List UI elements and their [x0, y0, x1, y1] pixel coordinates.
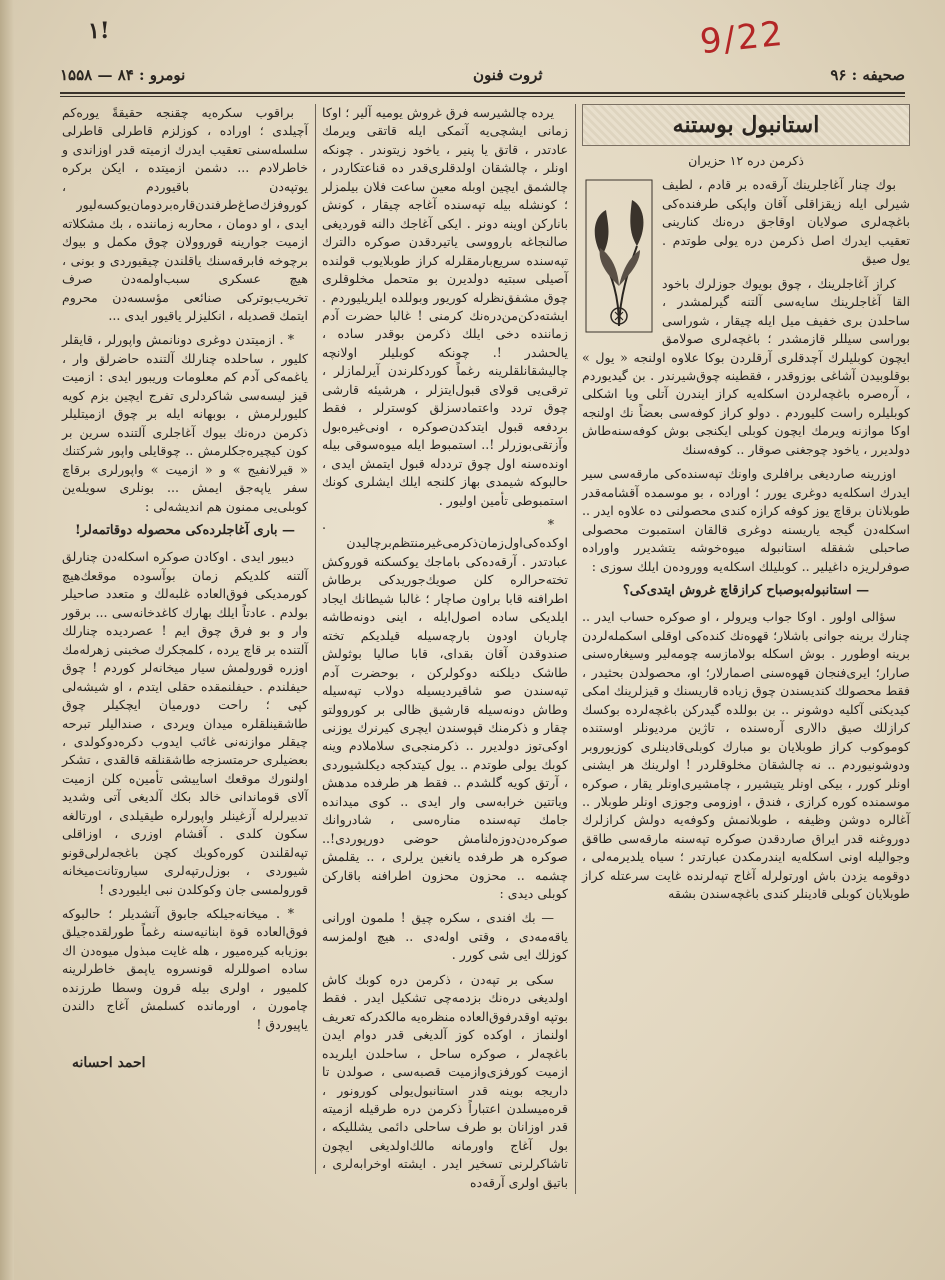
publication-title: ثروت فنون	[473, 66, 543, 84]
column-divider	[575, 104, 576, 1194]
paragraph-8: براقوب سکره‌یه چقنجه حقیقةً یوره‌کم آچیلدی ؛ اورادە ، کوزلزم قاطرلی قاطرلی سلسله‌سنی تعقیب ایدرك ازمیته قدر اوزاندی و خاطرلادم ... دشمن ازمیتده ، ایکن بركره یوتپه‌دن باقیوردم ، کوروفزك‌صاغ‌طرفندن‌قاره‌بردومان‌یوکسه‌لیور ایدی ، او دومان ، محاربه زماننده ، بك مشکلاته ازمیت جوارینه قوروولان چوق مکمل و بیوك برچوخه فابرقه‌سنك یاقلندن چیقیوردی و بونی ، هیچ عسکری سبب‌اولمه‌دن صرف تخریب‌بوترکی صنائعی مؤسسەدن محروم ایتمك قصدیله ، انكلیزلر یاقیور ایدی ...	[62, 105, 308, 323]
dateline: ذکرمن دره ۱۲ حزیران	[688, 153, 804, 168]
paragraph-3: اوزرینه صاردیغی برافلری واونك تپه‌سنده‌کی مارقه‌سی سیر ایدرك اسکله‌یه دوغری یورر ؛ اورادە ، بو موسمده آقشامه‌قدر طوبلانان برقاچ یوز کوفه کرازه کندی محصولنی ده علاوه ایدر .. اسکله‌دن گیجه یاریسنه دوغری قالقان استمبوت محصولی صاحبلی شفقله استانبوله میوه‌خوشه یتشدیرر واوراده صوفرلریزه داغیلیر .. کوبلیلك اسکله‌یه ووروده‌ن ایلك سوزی :	[582, 466, 910, 574]
paragraph-2: كراز آغاجلرینك ، چوق بویوك جوزلرك باخود القا آغاجلرینك سایه‌سی آلتنه گیرلمشدر ، ساحلدن بری خفیف میل ایله چیقار ، شوراسی بوراسی سیللر قازمشدر ؛ باغچه‌لری صولامق ایچون کوبلیلرك آچدقلری آرقلردن بوکا علاوه اولنجه « یول » بوقلوبیدن آشاغی بوزوقدر ، فقطینه چوق‌شیرندر . بن گیدیوردم ، آرەصره باغچه‌لردن اسکله‌یه کراز ایندرن آتلی ویا اشکلی کوبلیلره راست کلیوردم . دولو کراز کوفه‌سی بعضاً نك اولنجه اوكا موازنه ویرمك ایچون کوبلی ایکنجی بوش کوفه‌سنه‌طاش دولدیرر ، یاخود چوجغنی صوقار .. کوفه‌سنك	[582, 275, 910, 457]
paragraph-11: * . میخانه‌جیلکه جابوق آتشدیلر ؛ حالبوکه فوق‌العادە قوة ابنانیه‌سنه رغماً طورلقده‌جیلق بوزیابه کیرەمیور ، هله غایت مبذول میوه‌دن اك ساده‌ اصوللرله قونسروه یاپمق خاطرلرینه کلمیور ، اولری بیله قرون وسطا طرزنده چامورن ، اورمانده کسلمش آغاج دالندن یاپیوردق !	[62, 906, 308, 1032]
paragraph-10: دیبور ایدی . اوکادن صوکره اسکله‌دن چنارلق آلتنه کلدیکم زمان بوآسوده موقعك‌هیچ کورمدیکی فوق‌العاده غلبه‌لك و متعدد صاحیلر بولدم . عادتاً ایلك بهارك کاغدخانه‌سی ... برقور وار و بو فرق چوق ایم ! عصردیده چنارلك آلتنده بر قاچ یرده ، کلمجکرك صخبنی زهرلەمك اوزره قورولمش سیار میخانەلر کوردم ! چوق حیفلندم . حیفلنمقده حقلی ایتدم ، او شیشەلی کپی‌ ؛ راحت دورمیان ایچکیلر چوق طاشقینلقلره میدان ویردی ، صندالیلر تبرحه چیقلر موازنه‌نی غائب ایدوب دکر‌ه‌دوکولدی ، بعضیلری حرمتسزجه طاشقنلقه قالقدی ، تشکر اولنورك موقعك اساییشی تأمین‌ه کلن ازمیت آلای قوماندانی خالد بکك آلدیغی آتی وشدید تدبیرلرله آزغینلر واپورلره طیقیلدی ، اورتالغه سکون کلدی . آقشام اوزری ، اوزاقلی تپه‌لقلندن کوره‌کوبك کچن باغجه‌لرلی‌قونو شیوردی ، بوزل‌رتپه‌لری سیاروتانت‌میخانه قورولمسی جان وکوکلدن نبی ایلیوردی !	[62, 549, 308, 897]
dialogue-line: — استانبوله‌بوصباح کرازقاچ غروش ایتدی‌کی؟	[622, 582, 870, 598]
dialogue-line-2: — بك افندی ، سکره چیق ! ملمون اورانی یاقه‌مه‌دی ، وقتی اوله‌دی .. هیچ اولمزسه کوزلك ایی شی کورر .	[322, 910, 568, 963]
page-number: صحیفه : ۹۶	[830, 66, 905, 84]
paragraph-7: سکی بر تپه‌دن ، ذکرمن دره کوبك کاش اولدیغی دره‌نك بزدمه‌چی تشکیل ایدر . فقط بوتپه اوقدرفوق‌العاده منظره‌یه مالکدرکه تعریف اولنماز ، اوکده کوز آلدیغی قدر دوام ایدن باغچه‌لر ، صوکره ساحل ، ساحلدن ایلریده ازمیت کورفزی‌وازمیت قصبه‌سی ، صولدن تا داریجه بوینه قدر استانبول‌یولی کورونور ، قره‌میسلدن اعتباراً ذکرمن دره طرقیله ازمیته قدر اوزانان بو طرف ساحلی دائمی یشللیکه ، بول آغاج واورمانه مالك‌اولدیغی ایچون تاشاکرلرنی تسخیر ایدر . ایشته اوخرابه‌لری ، باتیق اولری آرقه‌ده	[322, 971, 568, 1190]
header-rule-thin	[60, 96, 905, 97]
paragraph-5: یرده چالشیرسه فرق غروش یومیه آلیر ؛ اوکا زمانی ایشچی‌یه آتمکی ایله قاتقی ویرمك عادتدر ، قاتق یا پنیر ، یاخود زیتوندر . چونکه اونلر ، چالشقان اولدقلری‌قدر ده قناعتکاردر ، چالشمق ایچین اوبله معین ساعت فلان بیلمزلر ؛ کونشله بیله تپه‌سنده آغاجه چیقار ، کونش بانارکن اوینه دونر . ایکی آغاجك دالنه قوردیغی صالنجاغه بارووسی یاتیردقدن صوکره دالترك تپه‌سنده سریع‌بارمقلرله كراز طوبلایوب قولنده آصیلی سبتیه دولدیرن بو متحمل مخلوقلری چوق مشفق‌نظرله کوریور وبوللده ایلریلیوردم . ایشته‌دکن‌من‌دره‌نك کرمنی ! غالبا حضرت آدم زماننده دخی ایلك ذکرمن بوقدر ساده ، یالحشدر !. چونکه کوبلیلر اولانچه چالیشقانلقلرینه رغماً کوردکلرندن آیرلمازلر ، ترقی‌یی قولای قبول‌ایتزلر ، هرشیئه قارشی چوق تردد واعتمادسزلق کوسترلر ، فقط بردفعه قبول ایتدکدن‌صوکره ، اونی‌غیره‌بول وآزتقی‌بوزرلر !.. استمبوط ایله میوه‌سوقی بیله اونده‌سنه اول چوق ترددله قبول ایتمش ایدی ، حالبوکه شیمدی بهاز کلنجه ایلك ایشلری کونك استمبوطی تأمین اولیور .	[322, 105, 568, 508]
dialogue-line-3: — باری آغاجلرده‌کی محصوله دوقاتمه‌لر!	[74, 522, 296, 538]
torn-left-edge	[0, 0, 14, 1280]
paragraph-4: سؤالی اولور . اوکا جواب ویرولر ، او صوکره حساب ایدر .. چنارك برینه جوانی باشلار؛ قهوه‌نك کندە‌کی اوقلی اسکمله‌لردن برینه اوطورر . بوش اسکله بولامازسه چومه‌لیر وسیغاره‌سنی صارار؛ ایری‌فنجان قهوه‌سنی اصمارلار؛ او، محصولدن بحثیدر ، فقط محصولك کندیسندن چوق زیاده قاریسنك و قیزلرینك امکی کیدیکنی آکلیه دوشونر .. بن بوللده گیدرکن باغچه‌لرده بوکسك کرازلك صیق دالاری آره‌سنده ، تاژین مردیونلر اوستنده کوموکوب کراز طوبلایان بو مبارك کوبلی‌قادینلری کوزیوروبر ودوشونیوردم .. نه چالشقان مخلوقلردر ! اولرینك هر ایشنی اونلر کورر ، بیکی اونلر یتیشیرر ، چامشیری‌اونلر یقار ، صوکره موسمنده کوره کرازی ، فندق ، اوزومی وجوزی اونلر طوبلار .. آغالره دوشن وظیفه ، طوبلانمش وکوفه‌یه دولش کرازلرك دوروغنه قدر ایراق صاردقدن صوکره تپه‌سنه مارقه‌سی طاقق وجوالیله اونی اسکله‌یه ایندرمکدن عبارتدر ؛ سیاه یلدیرمه‌لی ، دوقومه یزدن باش اورتولرله آغاج تپه‌لرنده غایت سرعتله کراز طوبلایان کوبلی قادینلر کندی باغچه‌سندن بشقه	[582, 609, 910, 902]
paragraph-1: بوك چنار آغاجلرینك آرقه‌ده بر قادم ، لطیف شیرلی ایله زیقزاقلی آقان واپکی طرفنده‌کی باغچه‌لری صولایان اوقاجق دره‌نك كنارینی تعقیب ایدرك اصل ذکرمن دره یولی طوتدم . یول صیق	[662, 177, 910, 267]
lily-vignette-illustration	[582, 176, 656, 336]
paragraph-6: * . اوکده‌کی‌اول‌زمان‌ذکرمی‌غیرمنتظم‌برچالیدن عبادتدر . آرقه‌ده‌کی باماجك یوکسکنه قوروکش تخته‌حرالره کلن صویك‌جوریدکی برطاش اطرافنه قابا براون صاچار ؛ غالبا شیطانك ایجاد ایلدیکی ساده اصول‌ایله ، اینی دونه‌طاشه چاربان اودون بارچه‌سیله قیلدیکم تخته‌ صندوقدن آقان بقدای، قابا صالیا بوثولش طاشک دیلکنه دوکولرکن ، بوحضرت آدم تپه‌سندن صو شاقیردیسیله دولاب تپه‌سیله وطاش دونه‌سیله قارشیق ظالی بر کوروولتو چقار و ذکرمنك قپوسندن ایچری کیرنرك یوزنی اوکی‌توز دولدیرر .. ذکرمنجی‌ی سلاملادم وینه کوبك یولی طوتدم .. یول کیتدکجه دیکلشیوردی ، آرتق کویه گلشدم .. فقط هر طرفده مدهش ویاتتین خرابه‌سی وار ایدی .. کوی میدانده جامك تپه‌سنده منارەسی ، شادروانك صوکره‌دن‌دوزه‌لنامش حوضی دورپوردی!.. صوکره هر طرفده یانغین یرلری ، .. یقلمش چشمه .. محزون محزون اطرافنه باقارکن کوبلی دیدی :	[322, 516, 568, 902]
column-divider	[315, 104, 316, 1174]
paragraph-9: * . ازمیتدن دوغری دونانمش واپورلر ، قایقلر کلیور ، ساحلده چنارلك آلتنده حاضرلق وار ، یاغمه‌کی آدم‌ کم معلومات وریبور ایدی : ازمیت قیز لیسه‌سی شاکردلری تفرج ایچین بزم کویه کلیورلرمش ، بوبهانه ایله بر چوق ازمیتلیلر ذکرمن دره‌نك بیوك آغاجلری آلتنده سرین بر کون کیچیره‌جکلرمش .. چوقایلی واپور شرکتنك « قیرلانفیج » و « ازمیت » واپورلری برقاچ سفر یاپه‌جق ایمش ... بونلری سویلەین کوبلی‌یی ممنون‌ هم انديشەلی :	[62, 332, 308, 514]
page-header	[60, 62, 905, 88]
column-middle	[322, 104, 568, 1190]
header-rule	[60, 92, 905, 94]
article-masthead: استانبول بوستنه	[582, 104, 910, 146]
corner-mark: ۱!	[88, 18, 110, 44]
column-left	[62, 104, 308, 1194]
handwritten-page-note: 9/22	[698, 13, 787, 63]
issue-number: نومرو : ۸۴ — ۱۵۵۸	[60, 66, 186, 84]
column-right	[582, 104, 910, 1254]
author-signature: احمد احسانه	[72, 1055, 146, 1072]
